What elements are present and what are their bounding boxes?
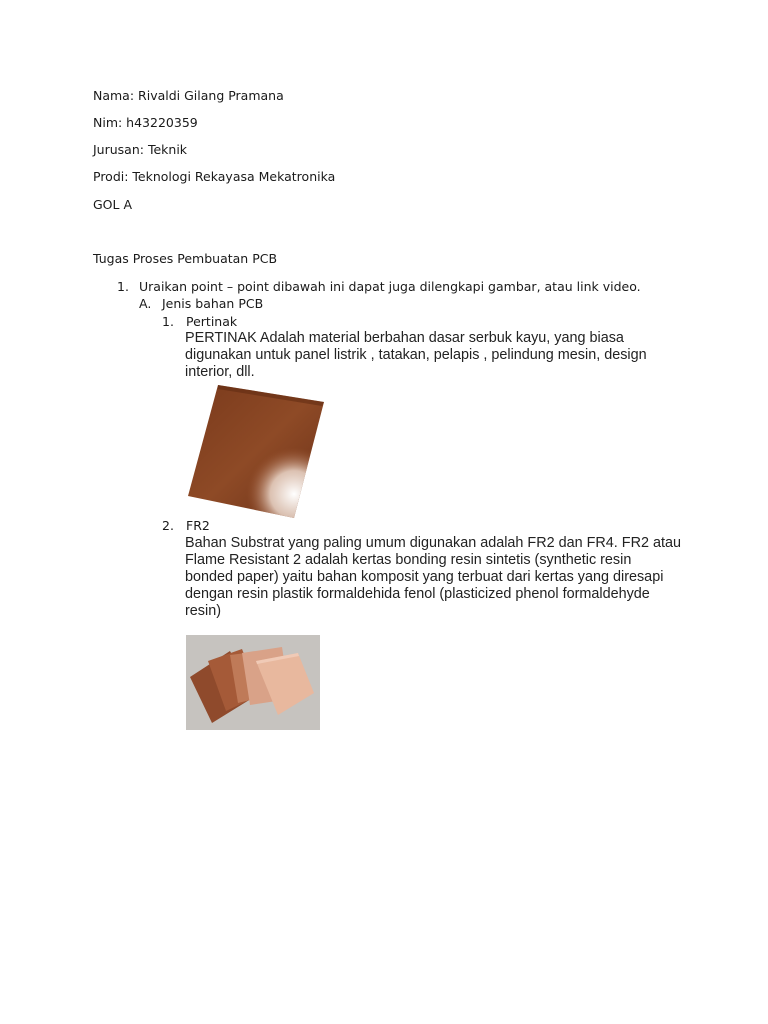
material-number-1: 1. [162, 314, 174, 329]
list-item-1-text: Uraikan point – point dibawah ini dapat juga dilengkapi gambar, atau link video. [139, 279, 641, 294]
material-number-2: 2. [162, 518, 174, 533]
student-jurusan: Jurusan: Teknik [93, 142, 188, 157]
student-name: Nama: Rivaldi Gilang Pramana [93, 88, 284, 103]
material-name-fr2: FR2 [186, 518, 210, 533]
fr2-boards-image [186, 635, 320, 730]
fr2-description: Bahan Substrat yang paling umum digunakan adalah FR2 dan FR4. FR2 atau Flame Resistant 2 adalah kertas bonding resin sintetis (synthetic resin bonded paper) yaitu bahan komposit yang terbuat dari kertas yang diresapi dengan resin plastik formaldehida fenol (plasticized phenol formaldehyde resin) [185, 535, 681, 619]
pertinak-board-image [186, 382, 328, 520]
pertinak-description: PERTINAK Adalah material berbahan dasar serbuk kayu, yang biasa digunakan untuk panel listrik , tatakan, pelapis , pelindung mesin, design interior, dll. [185, 330, 647, 380]
material-name-pertinak: Pertinak [186, 314, 238, 329]
sublist-letter-a: A. [139, 296, 152, 311]
sublist-a-text: Jenis bahan PCB [162, 296, 264, 311]
student-nim: Nim: h43220359 [93, 115, 198, 130]
assignment-title: Tugas Proses Pembuatan PCB [93, 251, 278, 266]
student-prodi: Prodi: Teknologi Rekayasa Mekatronika [93, 169, 336, 184]
list-number-1: 1. [117, 279, 129, 294]
student-gol: GOL A [93, 197, 133, 212]
